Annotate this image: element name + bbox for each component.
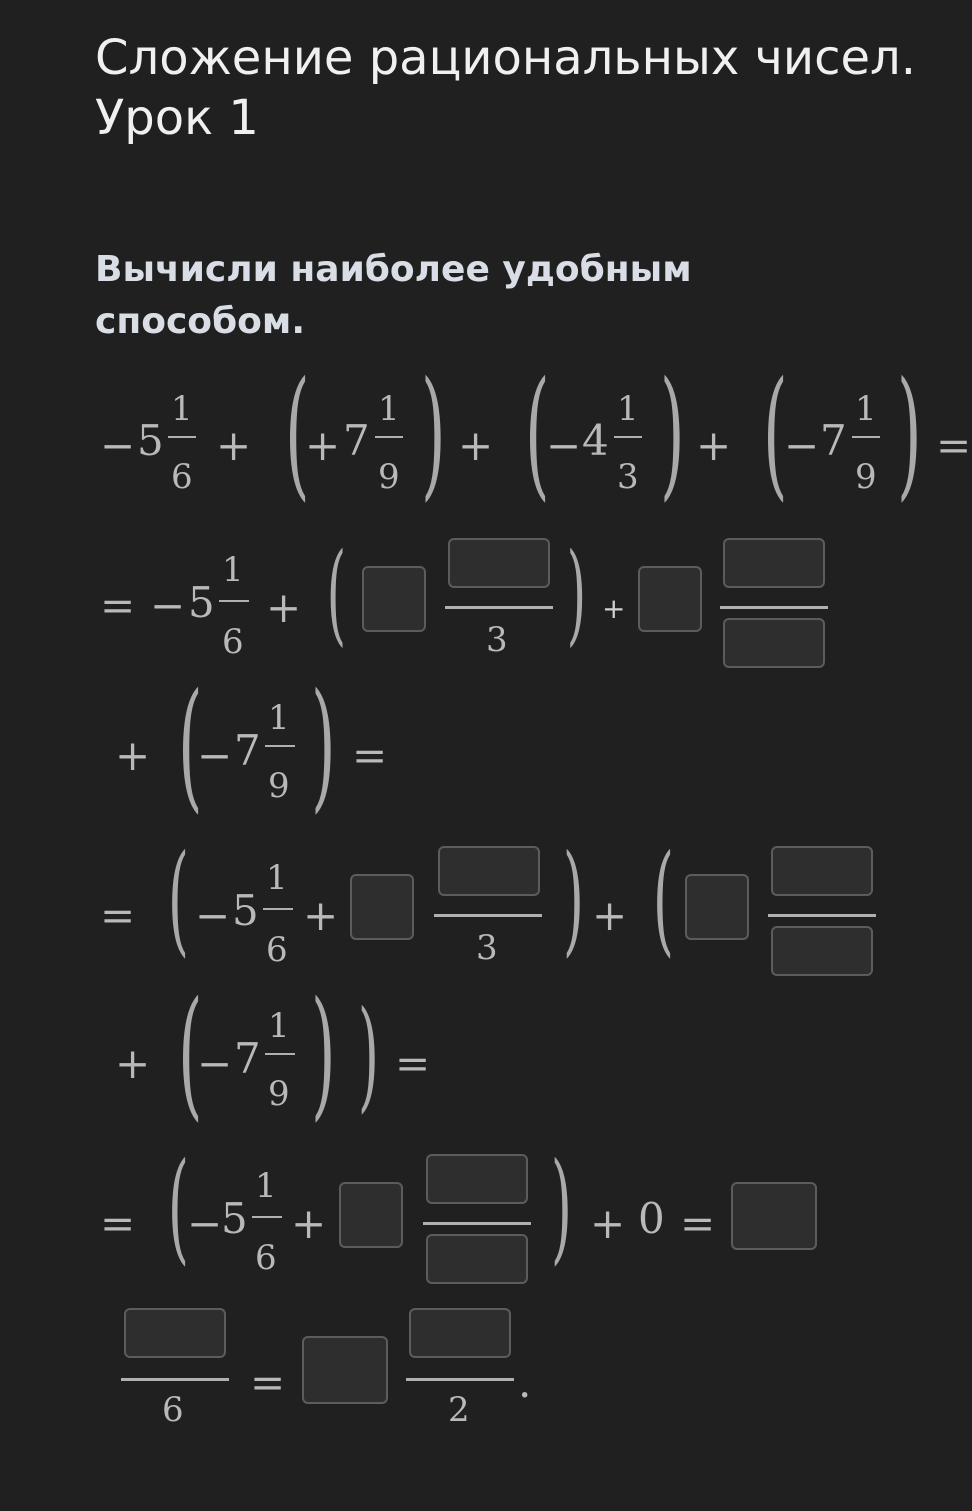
line4-whole-input[interactable] <box>350 874 414 940</box>
paren-close: ) <box>421 352 446 515</box>
num-1: 1 <box>378 389 400 429</box>
equals-sign: = <box>100 581 136 630</box>
den-6: 6 <box>255 1238 277 1278</box>
den-3: 3 <box>486 620 508 660</box>
den-9: 9 <box>268 1074 290 1114</box>
minus-sign: − <box>187 1199 223 1248</box>
whole-5: 5 <box>221 1194 248 1243</box>
line6-whole-input[interactable] <box>339 1182 403 1248</box>
fraction-bar <box>252 1216 282 1218</box>
fraction-bar <box>406 1378 514 1381</box>
whole-5: 5 <box>137 416 164 465</box>
paren-open: ( <box>285 352 310 515</box>
equals-sign: = <box>395 1039 431 1088</box>
plus-sign: + <box>115 731 151 780</box>
den-9: 9 <box>855 457 877 497</box>
fraction-bar <box>852 436 880 438</box>
line2-numerator-input[interactable] <box>448 538 550 588</box>
line2-denominator2-input[interactable] <box>723 618 825 668</box>
minus-sign: − <box>100 421 136 470</box>
den-6: 6 <box>162 1390 184 1430</box>
paren-close: ) <box>311 972 336 1135</box>
equals-sign: = <box>352 731 388 780</box>
paren-close: ) <box>562 830 584 969</box>
period: . <box>518 1358 532 1407</box>
plus-sign: + <box>291 1199 327 1248</box>
line7-numerator2-input[interactable] <box>409 1308 511 1358</box>
num-1: 1 <box>268 1006 290 1046</box>
num-1: 1 <box>255 1166 277 1206</box>
fraction-bar <box>121 1378 229 1381</box>
whole-7: 7 <box>234 1034 261 1083</box>
num-1: 1 <box>617 389 639 429</box>
den-9: 9 <box>378 457 400 497</box>
equals-sign: = <box>100 891 136 940</box>
line4-denominator2-input[interactable] <box>771 926 873 976</box>
whole-7: 7 <box>820 416 847 465</box>
fraction-bar <box>423 1222 531 1225</box>
line4-whole2-input[interactable] <box>685 874 749 940</box>
fraction-bar <box>445 606 553 609</box>
num-1: 1 <box>222 550 244 590</box>
plus-sign: + <box>458 421 494 470</box>
fraction-bar <box>265 1053 295 1055</box>
plus-sign-small: + <box>602 592 626 625</box>
paren-close: ) <box>357 986 379 1125</box>
paren-open: ( <box>763 352 788 515</box>
equals-sign: = <box>936 421 972 470</box>
fraction-bar <box>168 436 196 438</box>
paren-close: ) <box>897 352 922 515</box>
paren-open: ( <box>178 664 203 827</box>
den-2: 2 <box>448 1390 470 1430</box>
fraction-bar <box>375 436 403 438</box>
line7-numerator-input[interactable] <box>124 1308 226 1358</box>
num-1: 1 <box>266 858 288 898</box>
plus-sign: + <box>696 421 732 470</box>
den-9: 9 <box>268 766 290 806</box>
minus-sign: − <box>546 421 582 470</box>
minus-sign: − <box>150 581 186 630</box>
minus-sign: − <box>784 421 820 470</box>
paren-open: ( <box>525 352 550 515</box>
equals-sign: = <box>250 1358 286 1407</box>
den-3: 3 <box>617 457 639 497</box>
num-1: 1 <box>855 389 877 429</box>
num-1: 1 <box>171 389 193 429</box>
fraction-bar <box>265 745 295 747</box>
paren-close: ) <box>660 352 685 515</box>
plus-sign: + <box>115 1039 151 1088</box>
equals-sign: = <box>100 1199 136 1248</box>
line4-numerator-input[interactable] <box>438 846 540 896</box>
equals-sign: = <box>680 1199 716 1248</box>
paren-close: ) <box>311 664 336 827</box>
den-6: 6 <box>266 930 288 970</box>
plus-sign: + <box>590 1199 626 1248</box>
task-text: Вычисли наиболее удобным способом. <box>95 249 692 342</box>
whole-7: 7 <box>234 726 261 775</box>
plus-sign: + <box>216 421 252 470</box>
fraction-bar <box>434 914 542 917</box>
plus-sign: + <box>303 891 339 940</box>
line2-whole2-input[interactable] <box>638 566 702 632</box>
den-3: 3 <box>476 928 498 968</box>
fraction-bar <box>614 436 642 438</box>
paren-close: ) <box>566 529 587 657</box>
paren-open: ( <box>652 830 674 969</box>
fraction-bar <box>720 606 828 609</box>
paren-close: ) <box>550 1138 572 1277</box>
minus-sign: − <box>195 891 231 940</box>
whole-5: 5 <box>188 578 215 627</box>
paren-open: ( <box>178 972 203 1135</box>
whole-4: 4 <box>582 416 609 465</box>
den-6: 6 <box>222 622 244 662</box>
paren-open: ( <box>167 830 189 969</box>
whole-7: 7 <box>343 416 370 465</box>
line6-denominator-input[interactable] <box>426 1234 528 1284</box>
line2-whole-input[interactable] <box>362 566 426 632</box>
plus-sign: + <box>592 891 628 940</box>
zero: 0 <box>638 1194 665 1243</box>
paren-open: ( <box>326 529 347 657</box>
line4-numerator2-input[interactable] <box>771 846 873 896</box>
fraction-bar <box>263 908 293 910</box>
whole-5: 5 <box>232 886 259 935</box>
plus-sign: + <box>266 583 302 632</box>
line6-numerator-input[interactable] <box>426 1154 528 1204</box>
fraction-bar <box>768 914 876 917</box>
num-1: 1 <box>268 698 290 738</box>
line6-result-input[interactable] <box>731 1182 817 1250</box>
minus-sign: − <box>197 731 233 780</box>
den-6: 6 <box>171 457 193 497</box>
page-title: Сложение рациональных чисел. Урок 1 <box>95 30 916 146</box>
fraction-bar <box>219 600 249 602</box>
plus-sign: + <box>305 421 341 470</box>
line7-whole-input[interactable] <box>302 1336 388 1404</box>
minus-sign: − <box>197 1039 233 1088</box>
line2-numerator2-input[interactable] <box>723 538 825 588</box>
paren-open: ( <box>167 1138 189 1277</box>
